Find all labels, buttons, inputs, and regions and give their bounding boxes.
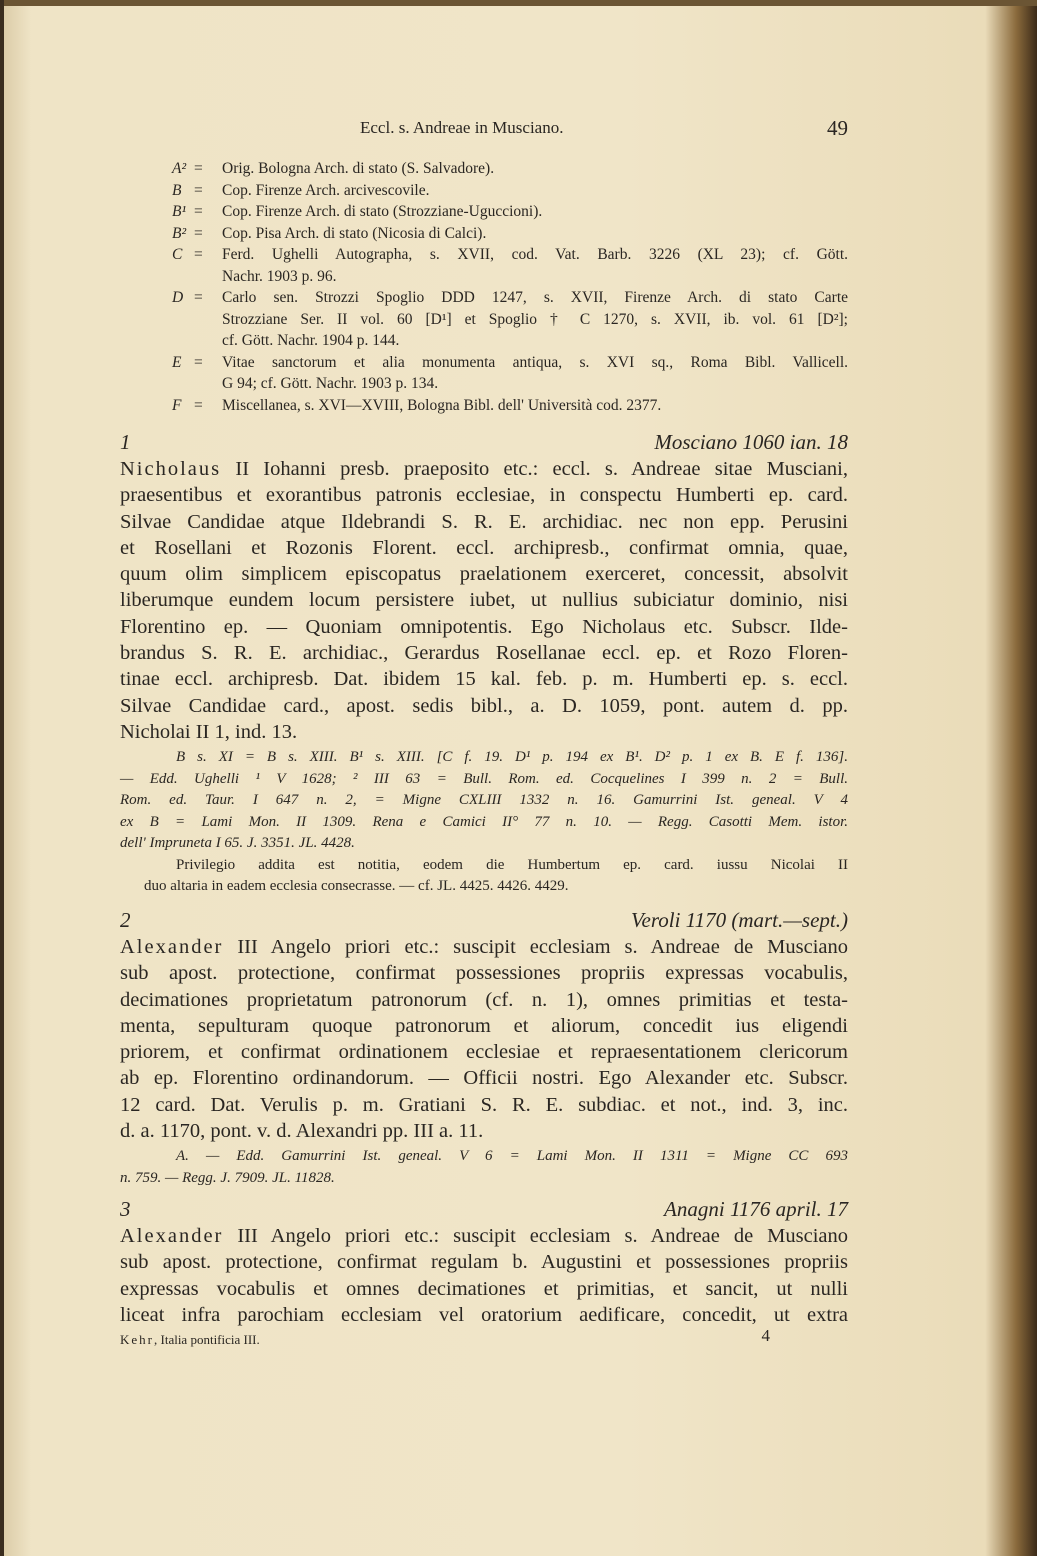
body-text: liberumque eundem locum persistere iubet, ut nullius subiciatur dominio, nisi: [120, 589, 848, 612]
body-text: menta, sepulturam quoque patronorum et aliorum, concedit ius eligendi: [120, 1014, 848, 1037]
body-text: 12 card. Dat. Verulis p. m. Gratiani S. R. E. subdiac. et not., ind. 3, inc.: [120, 1093, 848, 1116]
running-title: Eccl. s. Andreae in Musciano.: [360, 118, 564, 137]
source-description-line: G 94; cf. Gött. Nachr. 1903 p. 134.: [222, 375, 439, 392]
source-entry: [172, 287, 848, 352]
body-text-line: [120, 1013, 848, 1039]
body-text-line: [120, 456, 848, 482]
body-text-line: [120, 482, 848, 508]
equals-sign: =: [194, 396, 203, 414]
source-description-line: Miscellanea, s. XVI—XVIII, Bologna Bibl. dell' Università cod. 2377.: [222, 396, 662, 414]
body-text: d. a. 1170, pont. v. d. Alexandri pp. III a. 11.: [120, 1120, 484, 1143]
source-description-line: Ferd. Ughelli Autographa, s. XVII, cod. Vat. Barb. 3226 (XL 23); cf. Gött.: [222, 246, 848, 263]
entry-heading: [120, 908, 848, 934]
apparatus-line: A. — Edd. Gamurrini Ist. geneal. V 6 = Lami Mon. II 1311 = Migne CC 693: [176, 1148, 848, 1165]
equals-sign: =: [194, 246, 203, 263]
equals-sign: =: [194, 160, 203, 177]
equals-sign: =: [194, 224, 203, 242]
equals-sign: =: [194, 353, 203, 371]
source-description-line: Orig. Bologna Arch. di stato (S. Salvadore).: [222, 160, 495, 177]
source-siglum: B²: [172, 224, 187, 242]
body-text: sub apost. protectione, confirmat regulam b. Augustini et possessiones propriis: [120, 1251, 848, 1274]
body-text: sub apost. protectione, confirmat possessiones propriis expressas vocabulis,: [120, 962, 848, 985]
body-text: liceat infra parochiam ecclesiam vel oratorium aedificare, concedit, ut extra: [120, 1303, 848, 1326]
entry-heading: [120, 430, 848, 456]
source-description-line: cf. Gött. Nachr. 1904 p. 144.: [222, 332, 400, 349]
body-text: ab ep. Florentino ordinandorum. — Officii nostri. Ego Alexander etc. Subscr.: [120, 1067, 848, 1090]
apparatus-line: ex B = Lami Mon. II 1309. Rena e Camici II° 77 n. 10. — Regg. Casotti Mem. istor.: [120, 813, 848, 830]
source-siglum: E: [172, 353, 182, 371]
body-text: priorem, et confirmat ordinationem ecclesiae et repraesentationem clericorum: [120, 1041, 848, 1064]
body-text-line: [120, 960, 848, 986]
equals-sign: =: [194, 289, 203, 306]
entry-1: [120, 430, 848, 898]
footer-book: , Italia pontificia III.: [154, 1332, 260, 1347]
body-text-line: [120, 719, 848, 745]
source-siglum: B¹: [172, 203, 187, 220]
body-text-line: [120, 693, 848, 719]
body-text-line: [120, 614, 848, 640]
source-entry: [172, 158, 848, 180]
running-header: [120, 114, 848, 142]
body-text-line: [120, 561, 848, 587]
apparatus-notes: [120, 747, 848, 855]
signature-mark: 4: [761, 1326, 770, 1345]
pope-name: Alexander: [120, 936, 224, 958]
entry-number: 2: [120, 908, 131, 932]
source-description-line: Vitae sanctorum et alia monumenta antiqua, s. XVI sq., Roma Bibl. Vallicell.: [222, 353, 848, 371]
source-description-line: Cop. Firenze Arch. arcivescovile.: [222, 181, 430, 199]
body-text: II Iohanni presb. praeposito etc.: eccl. s. Andreae sitae Musciani,: [235, 458, 848, 480]
entry-3: [120, 1197, 848, 1328]
page-footer: [120, 1326, 848, 1348]
apparatus-line: dell' Impruneta I 65. J. 3351. JL. 4428.: [120, 835, 355, 852]
source-siglum: D: [172, 289, 184, 306]
source-entry: [172, 201, 848, 223]
body-text-line: [120, 1249, 848, 1275]
body-text: tinae eccl. archipresb. Dat. ibidem 15 kal. feb. p. m. Humberti ep. s. eccl.: [120, 668, 848, 691]
body-text-line: [120, 509, 848, 535]
apparatus-line: Rom. ed. Taur. I 647 n. 2, = Migne CXLIII 1332 n. 16. Gamurrini Ist. geneal. V 4: [120, 792, 848, 809]
body-text-line: [120, 666, 848, 692]
body-text: decimationes proprietatum patronorum (cf. n. 1), omnes primitias et testa-: [120, 988, 848, 1011]
body-text: III Angelo priori etc.: suscipit ecclesiam s. Andreae de Musciano: [237, 936, 848, 958]
remark-line: duo altaria in eadem ecclesia consecrasse. — cf. JL. 4425. 4426. 4429.: [144, 878, 569, 895]
apparatus-notes: [120, 1146, 848, 1189]
body-text: Nicholai II 1, ind. 13.: [120, 720, 298, 743]
entry-number: 3: [120, 1197, 131, 1221]
body-text: brandus S. R. E. archidiac., Gerardus Rosellanae eccl. ep. et Rozo Floren-: [120, 642, 848, 665]
page-top-edge: [0, 0, 1037, 6]
source-entry: [172, 352, 848, 395]
body-text: Silvae Candidae card., apost. sedis bibl., a. D. 1059, pont. autem d. pp.: [120, 694, 848, 717]
source-siglum: F: [172, 396, 182, 414]
body-text-line: [120, 1118, 848, 1144]
source-entry: [172, 180, 848, 202]
source-entry: [172, 244, 848, 287]
apparatus-line: n. 759. — Regg. J. 7909. JL. 11828.: [120, 1169, 335, 1186]
body-text-line: [120, 1039, 848, 1065]
body-text-line: [120, 1223, 848, 1249]
equals-sign: =: [194, 203, 203, 220]
body-text: et Rosellani et Rozonis Florent. eccl. archipresb., confirmat omnia, quae,: [120, 536, 848, 559]
body-text: expressas vocabulis et omnes decimationes et primitias, et sancit, ut nulli: [120, 1277, 848, 1300]
source-siglum: B: [172, 181, 182, 199]
source-description-line: Cop. Pisa Arch. di stato (Nicosia di Calci).: [222, 224, 487, 242]
source-siglum: C: [172, 246, 183, 263]
body-text-line: [120, 1065, 848, 1091]
apparatus-line: B s. XI = B s. XIII. B¹ s. XIII. [C f. 19. D¹ p. 194 ex B¹. D² p. 1 ex B. E f. 136].: [176, 749, 848, 766]
body-text-line: [120, 640, 848, 666]
footer-author: Kehr: [120, 1332, 154, 1347]
pope-name: Alexander: [120, 1225, 224, 1247]
apparatus-line: — Edd. Ughelli ¹ V 1628; ² III 63 = Bull. Rom. ed. Cocquelines I 399 n. 2 = Bull.: [120, 770, 848, 787]
source-entry: [172, 223, 848, 245]
source-description-line: Nachr. 1903 p. 96.: [222, 267, 337, 285]
entry-number: 1: [120, 430, 131, 454]
body-text-line: [120, 587, 848, 613]
sources-list: [172, 158, 848, 416]
source-description-line: Carlo sen. Strozzi Spoglio DDD 1247, s. XVII, Firenze Arch. di stato Carte: [222, 289, 848, 306]
entry-2: [120, 908, 848, 1189]
source-siglum: A²: [172, 160, 187, 177]
entry-place-date: Anagni 1176 april. 17: [664, 1197, 848, 1221]
equals-sign: =: [194, 181, 203, 199]
pope-name: Nicholaus: [120, 458, 222, 480]
source-description-line: Cop. Firenze Arch. di stato (Strozziane-Uguccioni).: [222, 203, 543, 220]
remark-line: Privilegio addita est notitia, eodem die Humbertum ep. card. iussu Nicolai II: [176, 856, 848, 873]
body-text-line: [120, 1276, 848, 1302]
source-description-line: Strozziane Ser. II vol. 60 [D¹] et Spoglio † C 1270, s. XVII, ib. vol. 61 [D²];: [222, 310, 848, 328]
body-text: III Angelo priori etc.: suscipit ecclesiam s. Andreae de Musciano: [237, 1225, 848, 1247]
page-left-edge: [0, 0, 4, 1556]
body-text-line: [120, 987, 848, 1013]
body-text-line: [120, 934, 848, 960]
body-text: Florentino ep. — Quoniam omnipotentis. Ego Nicholaus etc. Subscr. Ilde-: [120, 615, 848, 638]
entry-place-date: Veroli 1170 (mart.—sept.): [631, 908, 848, 932]
body-text: praesentibus et exorantibus patronis ecclesiae, in conspectu Humberti ep. card.: [120, 484, 848, 507]
page-number: 49: [827, 116, 848, 140]
body-text-line: [120, 1092, 848, 1118]
entry-place-date: Mosciano 1060 ian. 18: [654, 430, 848, 454]
source-entry: [172, 395, 848, 417]
body-text: Silvae Candidae atque Ildebrandi S. R. E. archidiac. nec non epp. Perusini: [120, 510, 848, 533]
entry-heading: [120, 1197, 848, 1223]
body-text-line: [120, 1302, 848, 1328]
body-text-line: [120, 535, 848, 561]
body-text: quum olim simplicem episcopatus praelationem exerceret, concessit, absolvit: [120, 563, 848, 586]
